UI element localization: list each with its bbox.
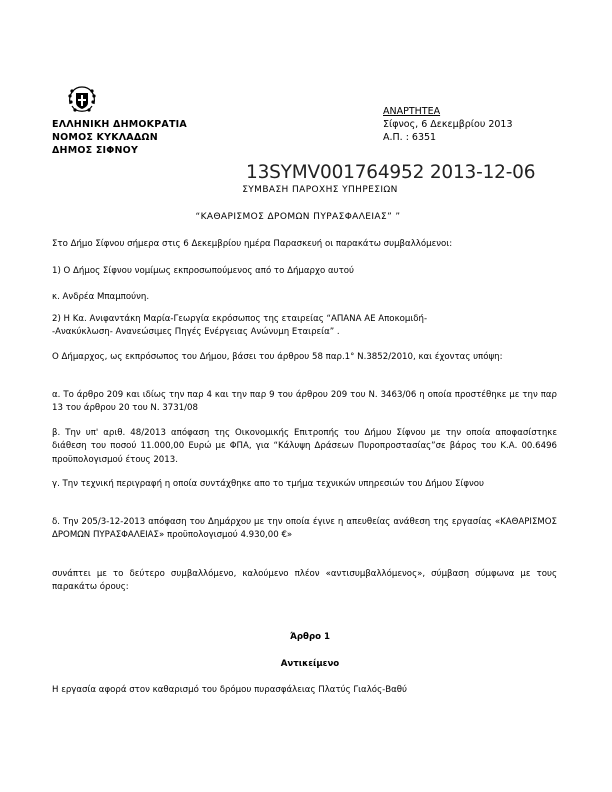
prefecture-label: ΝΟΜΟΣ ΚΥΚΛΑΔΩΝ [52,132,158,143]
clause-c-paragraph: γ. Την τεχνική περιγραφή η οποία συντάχθηκε απο το τμήμα τεχνικών υπηρεσιών του Δήμου Σίφνου [52,479,485,489]
contract-title: ΣΥΜΒΑΣΗ ΠΑΡΟΧΗΣ ΥΠΗΡΕΣΙΩΝ [242,185,398,195]
protocol-number: Α.Π. : 6351 [383,132,437,143]
party-1-paragraph: 1) Ο Δήμος Σίφνου νομίμως εκπροσωπούμενος από το Δήμαρχο αυτού [52,266,355,276]
terms-intro-paragraph: συνάπτει με το δεύτερο συμβαλλόμενο, καλούμενο πλέον «αντισυμβαλλόμενος», σύμβαση σύμφωνα με τους παρακάτω όρους: [52,569,557,593]
country-label: ΕΛΛΗΝΙΚΗ ΔΗΜΟΚΡΑΤΙΑ [52,119,187,130]
clause-a-paragraph: α. Το άρθρο 209 και ιδίως την παρ 4 και την παρ 9 του άρθρου 209 του Ν. 3463/06 η οποία προστέθηκε με την παρ 13 του άρθρου 20 του Ν. 3731/08 [52,390,557,414]
posted-label: ΑΝΑΡΤΗΤΕΑ [383,106,441,117]
mayor-name-paragraph: κ. Ανδρέα Μπαμπούνη. [52,292,150,302]
municipality-label: ΔΗΜΟΣ ΣΙΦΝΟΥ [52,145,139,156]
clause-b-paragraph: β. Την υπ' αριθ. 48/2013 απόφαση της Οικονομικής Επιτροπής του Δήμου Σίφνου με την οποία αποφασίστηκε διάθεση του ποσού 11.000,00 Ευρώ με ΦΠΑ, για “Κάλυψη Δράσεων Πυροπροστασίας”σε βάρος του Κ.Α. 00.6496 προϋπολογισμού έτους 2013. [52,428,557,465]
ada-code: 13SYMV001764952 2013-12-06 [246,162,536,183]
article-heading: Άρθρο 1 [290,632,330,642]
party-2-paragraph: 2) Η Κα. Ανιφαντάκη Μαρία-Γεωργία εκρόσωπος της εταιρείας “ΑΠΑΝΑ ΑΕ Αποκομιδή- -Ανακύκλωση- Ανανεώσιμες Πηγές Ενέργειας Ανώνυμη Εταιρεία” . [52,314,428,338]
intro-paragraph: Στο Δήμο Σίφνου σήμερα στις 6 Δεκεμβρίου ημέρα Παρασκευή οι παρακάτω συμβαλλόμενοι: [52,239,453,249]
greek-coat-of-arms-icon [66,84,98,116]
contract-subject: “ΚΑΘΑΡΙΣΜΟΣ ΔΡΟΜΩΝ ΠΥΡΑΣΦΑΛΕΙΑΣ” ” [195,212,401,222]
place-date: Σίφνος, 6 Δεκεμβρίου 2013 [383,119,513,130]
article-text: Η εργασία αφορά στον καθαρισμό του δρόμου πυρασφάλειας Πλατύς Γιαλός-Βαθύ [52,685,408,695]
mayor-basis-paragraph: Ο Δήμαρχος, ως εκπρόσωπος του Δήμου, βάσει του άρθρου 58 παρ.1° Ν.3852/2010, και έχοντας υπόψη: [52,352,503,362]
article-title: Αντικείμενο [280,659,340,669]
clause-d-paragraph: δ. Την 205/3-12-2013 απόφαση του Δημάρχου με την οποία έγινε η απευθείας ανάθεση της εργασίας «ΚΑΘΑΡΙΣΜΟΣ ΔΡΟΜΩΝ ΠΥΡΑΣΦΑΛΕΙΑΣ» προϋπολογισμού 4.930,00 €» [52,517,557,541]
